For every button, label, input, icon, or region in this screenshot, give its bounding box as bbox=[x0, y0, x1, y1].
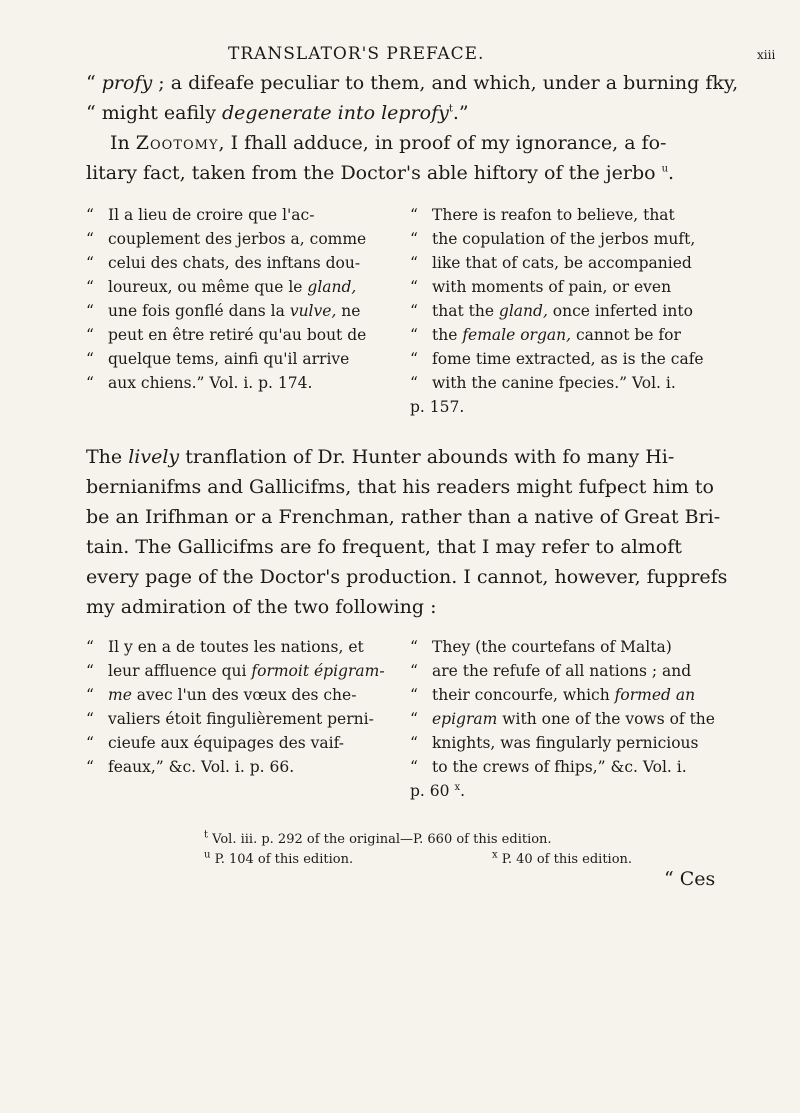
quote2-en-line: “ They (the courtefans of Malta) bbox=[410, 638, 672, 656]
para2-line-3: be an Irifhman or a Frenchman, rather than a native of Great Bri- bbox=[86, 506, 721, 528]
quote1-fr-line: “ quelque tems, ainfi qu'il arrive bbox=[86, 350, 350, 368]
quote1-fr-line: “ une fois gonflé dans la vulve, ne bbox=[86, 302, 361, 320]
quote2-en-line: “ to the crews of fhips,” &c. Vol. i. bbox=[410, 758, 687, 776]
catchword: “ Ces bbox=[664, 868, 716, 890]
quote1-en-line: “ with moments of pain, or even bbox=[410, 278, 672, 296]
quote1-en-line: “ with the canine fpecies.” Vol. i. bbox=[410, 374, 676, 392]
quote1-en-line: “ the copulation of the jerbos muft, bbox=[410, 230, 696, 248]
quote2-fr-line: “ feaux,” &c. Vol. i. p. 66. bbox=[86, 758, 295, 776]
quote2-fr-line: “ Il y en a de toutes les nations, et bbox=[86, 638, 364, 656]
quote1-fr-line: “ celui des chats, des inftans dou- bbox=[86, 254, 361, 272]
quote2-fr-line: “ leur affluence qui formoit épigram- bbox=[86, 662, 385, 680]
quote2-en-line: “ epigram with one of the vows of the bbox=[410, 710, 715, 728]
para2-line-5: every page of the Doctor's production. I cannot, however, fupprefs bbox=[86, 566, 728, 588]
quote1-en-line: “ There is reafon to believe, that bbox=[410, 206, 675, 224]
opening-line-2: “ might eafily degenerate into leprofy$^t$.” bbox=[86, 102, 469, 124]
quote2-en-line: p. 60 $^x$. bbox=[410, 781, 466, 800]
footnote-x: $^x$ P. 40 of this edition. bbox=[492, 849, 633, 867]
quote2-en-line: “ their concourfe, which formed an bbox=[410, 686, 696, 704]
para2-line-4: tain. The Gallicifms are fo frequent, that I may refer to almoft bbox=[86, 536, 682, 558]
quote2-fr-line: “ cieufe aux équipages des vaif- bbox=[86, 734, 345, 752]
quote1-fr-line: “ loureux, ou même que le gland, bbox=[86, 278, 357, 296]
footnote-t: $^t$ Vol. iii. p. 292 of the original—P. 660 of this edition. bbox=[204, 829, 552, 847]
quote1-en-line: “ that the gland, once inferted into bbox=[410, 302, 693, 320]
para2-line-6: my admiration of the two following : bbox=[86, 596, 437, 618]
quote1-fr-line: “ couplement des jerbos a, comme bbox=[86, 230, 367, 248]
quote1-en-line: “ the female organ, cannot be for bbox=[410, 326, 681, 344]
quote1-fr-line: “ aux chiens.” Vol. i. p. 174. bbox=[86, 374, 313, 392]
quote2-en-line: “ are the refufe of all nations ; and bbox=[410, 662, 692, 680]
footnote-u: $^u$ P. 104 of this edition. bbox=[204, 849, 354, 867]
para2-line-1: The lively tranflation of Dr. Hunter abounds with fo many Hi- bbox=[86, 446, 675, 468]
quote1-fr-line: “ Il a lieu de croire que l'ac- bbox=[86, 206, 315, 224]
quote2-fr-line: “ valiers étoit fingulièrement perni- bbox=[86, 710, 374, 728]
para1-line-2: litary fact, taken from the Doctor's able hiftory of the jerbo $^u$. bbox=[86, 162, 675, 184]
quote1-en-line: “ fome time extracted, as is the cafe bbox=[410, 350, 704, 368]
running-title: TRANSLATOR'S PREFACE. bbox=[228, 44, 485, 64]
quote2-en-line: “ knights, was fingularly pernicious bbox=[410, 734, 699, 752]
opening-line-1: “ profy ; a difeafe peculiar to them, and which, under a burning fky, bbox=[86, 72, 739, 94]
para1-line-1: In Zootomy, I fhall adduce, in proof of my ignorance, a fo- bbox=[110, 132, 667, 154]
page-number: xiii bbox=[757, 48, 776, 62]
quote1-en-line: p. 157. bbox=[410, 398, 465, 416]
para2-line-2: bernianifms and Gallicifms, that his readers might fufpect him to bbox=[86, 476, 714, 498]
quote2-fr-line: “ me avec l'un des vœux des che- bbox=[86, 686, 357, 704]
quote1-en-line: “ like that of cats, be accompanied bbox=[410, 254, 692, 272]
quote1-fr-line: “ peut en être retiré qu'au bout de bbox=[86, 326, 367, 344]
